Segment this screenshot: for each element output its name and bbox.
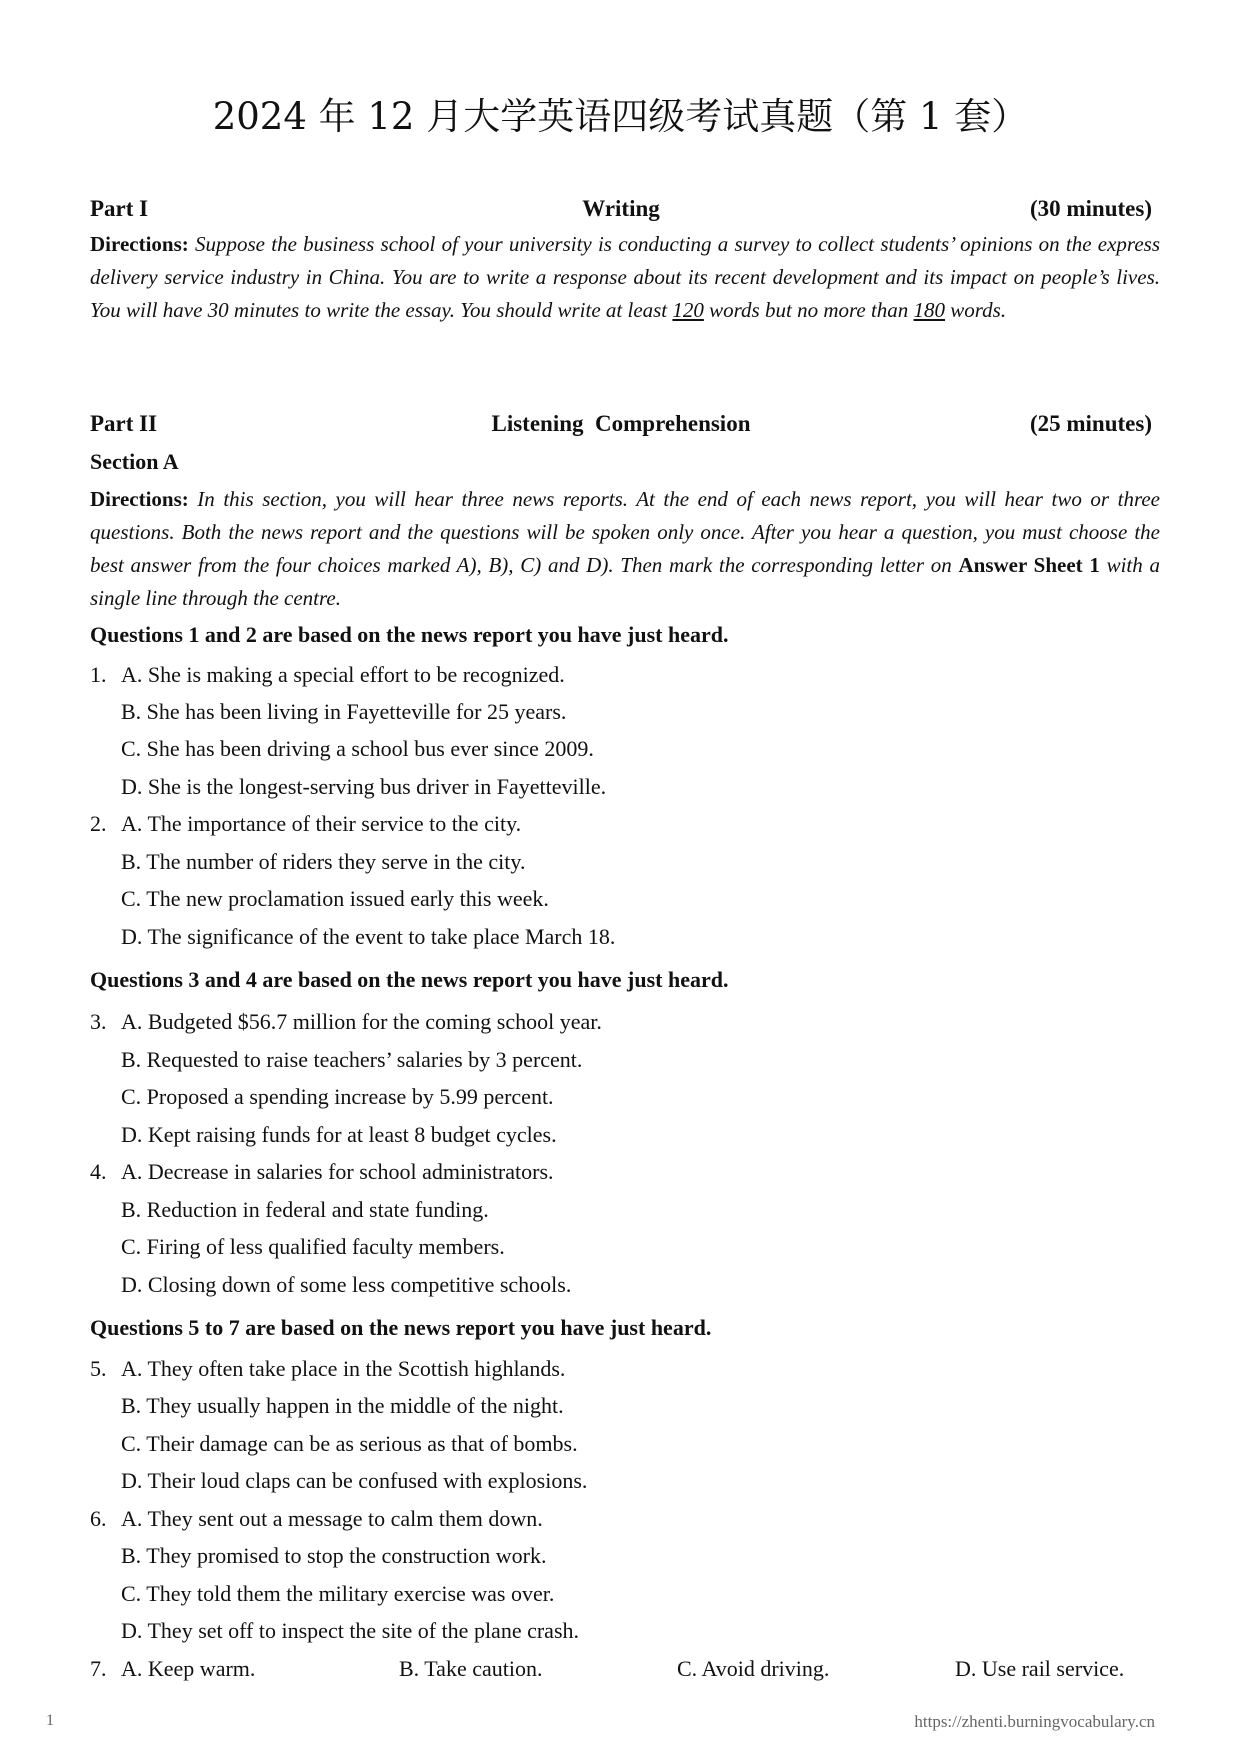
part1-directions-label: Directions: (90, 232, 189, 256)
part1-directions (90, 228, 1160, 327)
option-2d: D. The significance of the event to take place March 18. (121, 924, 616, 949)
option-4a: A. Decrease in salaries for school administrators. (121, 1159, 554, 1184)
part1-time: (30 minutes) (1029, 196, 1152, 221)
option-3b: B. Requested to raise teachers’ salaries by 3 percent. (121, 1047, 583, 1072)
part1-label: Part I (90, 196, 149, 221)
question-number: 6. (90, 1506, 107, 1531)
option-4d: D. Closing down of some less competitive schools. (121, 1272, 572, 1297)
part2-directions (90, 483, 1160, 615)
question-group-3: Questions 5 to 7 are based on the news report you have just heard. (90, 1315, 712, 1340)
option-7c: C. Avoid driving. (677, 1656, 830, 1681)
part1-directions-text-a: Suppose the business school of your university is conducting a survey to collect students’ opinions on the express delivery service industry in China. You are to write a response about its recent development and its impact on people’s lives. You will have 30 minutes to write the essay. You should write at least (90, 232, 1160, 322)
option-1d: D. She is the longest-serving bus driver in Fayetteville. (121, 774, 607, 799)
question-number: 4. (90, 1159, 107, 1184)
max-words: 180 (913, 298, 946, 322)
page-title: 2024 年 12 月大学英语四级考试真题（第 1 套） (212, 95, 1029, 138)
option-5c: C. Their damage can be as serious as that of bombs. (121, 1431, 578, 1456)
option-6a: A. They sent out a message to calm them down. (121, 1506, 543, 1531)
question-number: 7. (90, 1656, 107, 1681)
option-4b: B. Reduction in federal and state funding. (121, 1197, 489, 1222)
part1-directions-text-b: words but no more than (703, 298, 914, 322)
part2-directions-text-b: with a single line through the centre. (90, 553, 1160, 610)
option-7d: D. Use rail service. (955, 1656, 1125, 1681)
option-3d: D. Kept raising funds for at least 8 budget cycles. (121, 1122, 557, 1147)
question-group-1: Questions 1 and 2 are based on the news report you have just heard. (90, 622, 729, 647)
option-1a: A. She is making a special effort to be recognized. (121, 662, 565, 687)
option-7b: B. Take caution. (399, 1656, 543, 1681)
option-4c: C. Firing of less qualified faculty members. (121, 1234, 505, 1259)
question-number: 5. (90, 1356, 107, 1381)
part2-label: Part II (90, 411, 158, 436)
part2-directions-label: Directions: (90, 487, 189, 511)
question-number: 2. (90, 811, 107, 836)
question-number: 3. (90, 1009, 107, 1034)
question-number: 1. (90, 662, 107, 687)
page-number: 1 (46, 1712, 54, 1729)
part2-name: Listening Comprehension (491, 411, 751, 436)
option-6c: C. They told them the military exercise was over. (121, 1581, 555, 1606)
option-6d: D. They set off to inspect the site of the plane crash. (121, 1618, 580, 1643)
option-5a: A. They often take place in the Scottish highlands. (121, 1356, 566, 1381)
option-6b: B. They promised to stop the construction work. (121, 1543, 547, 1568)
option-2b: B. The number of riders they serve in the city. (121, 849, 526, 874)
option-3c: C. Proposed a spending increase by 5.99 percent. (121, 1084, 554, 1109)
min-words: 120 (672, 298, 704, 322)
section-a-title: Section A (90, 449, 179, 474)
option-2a: A. The importance of their service to the city. (121, 811, 522, 836)
answer-sheet-label: Answer Sheet 1 (958, 553, 1100, 577)
part2-header (90, 411, 1152, 441)
part2-directions-text-a: In this section, you will hear three news reports. At the end of each news report, you will hear two or three questions. Both the news report and the questions will be spoken only once. After you hear a question, you must choose the best answer from the four choices marked A), B), C) and D). Then mark the corresponding letter on (90, 487, 1160, 577)
option-7a: A. Keep warm. (121, 1656, 256, 1681)
part2-time: (25 minutes) (1029, 411, 1152, 436)
option-3a: A. Budgeted $56.7 million for the coming school year. (121, 1009, 602, 1034)
question-group-2: Questions 3 and 4 are based on the news report you have just heard. (90, 967, 729, 992)
option-1c: C. She has been driving a school bus ever since 2009. (121, 736, 594, 761)
option-5d: D. Their loud claps can be confused with explosions. (121, 1468, 588, 1493)
option-2c: C. The new proclamation issued early this week. (121, 886, 549, 911)
option-1b: B. She has been living in Fayetteville for 25 years. (121, 699, 567, 724)
part1-name: Writing (582, 196, 660, 221)
footer-url[interactable]: https://zhenti.burningvocabulary.cn (914, 1712, 1155, 1731)
part1-directions-text-c: words. (945, 298, 1007, 322)
part1-header (90, 196, 1152, 226)
option-5b: B. They usually happen in the middle of the night. (121, 1393, 564, 1418)
